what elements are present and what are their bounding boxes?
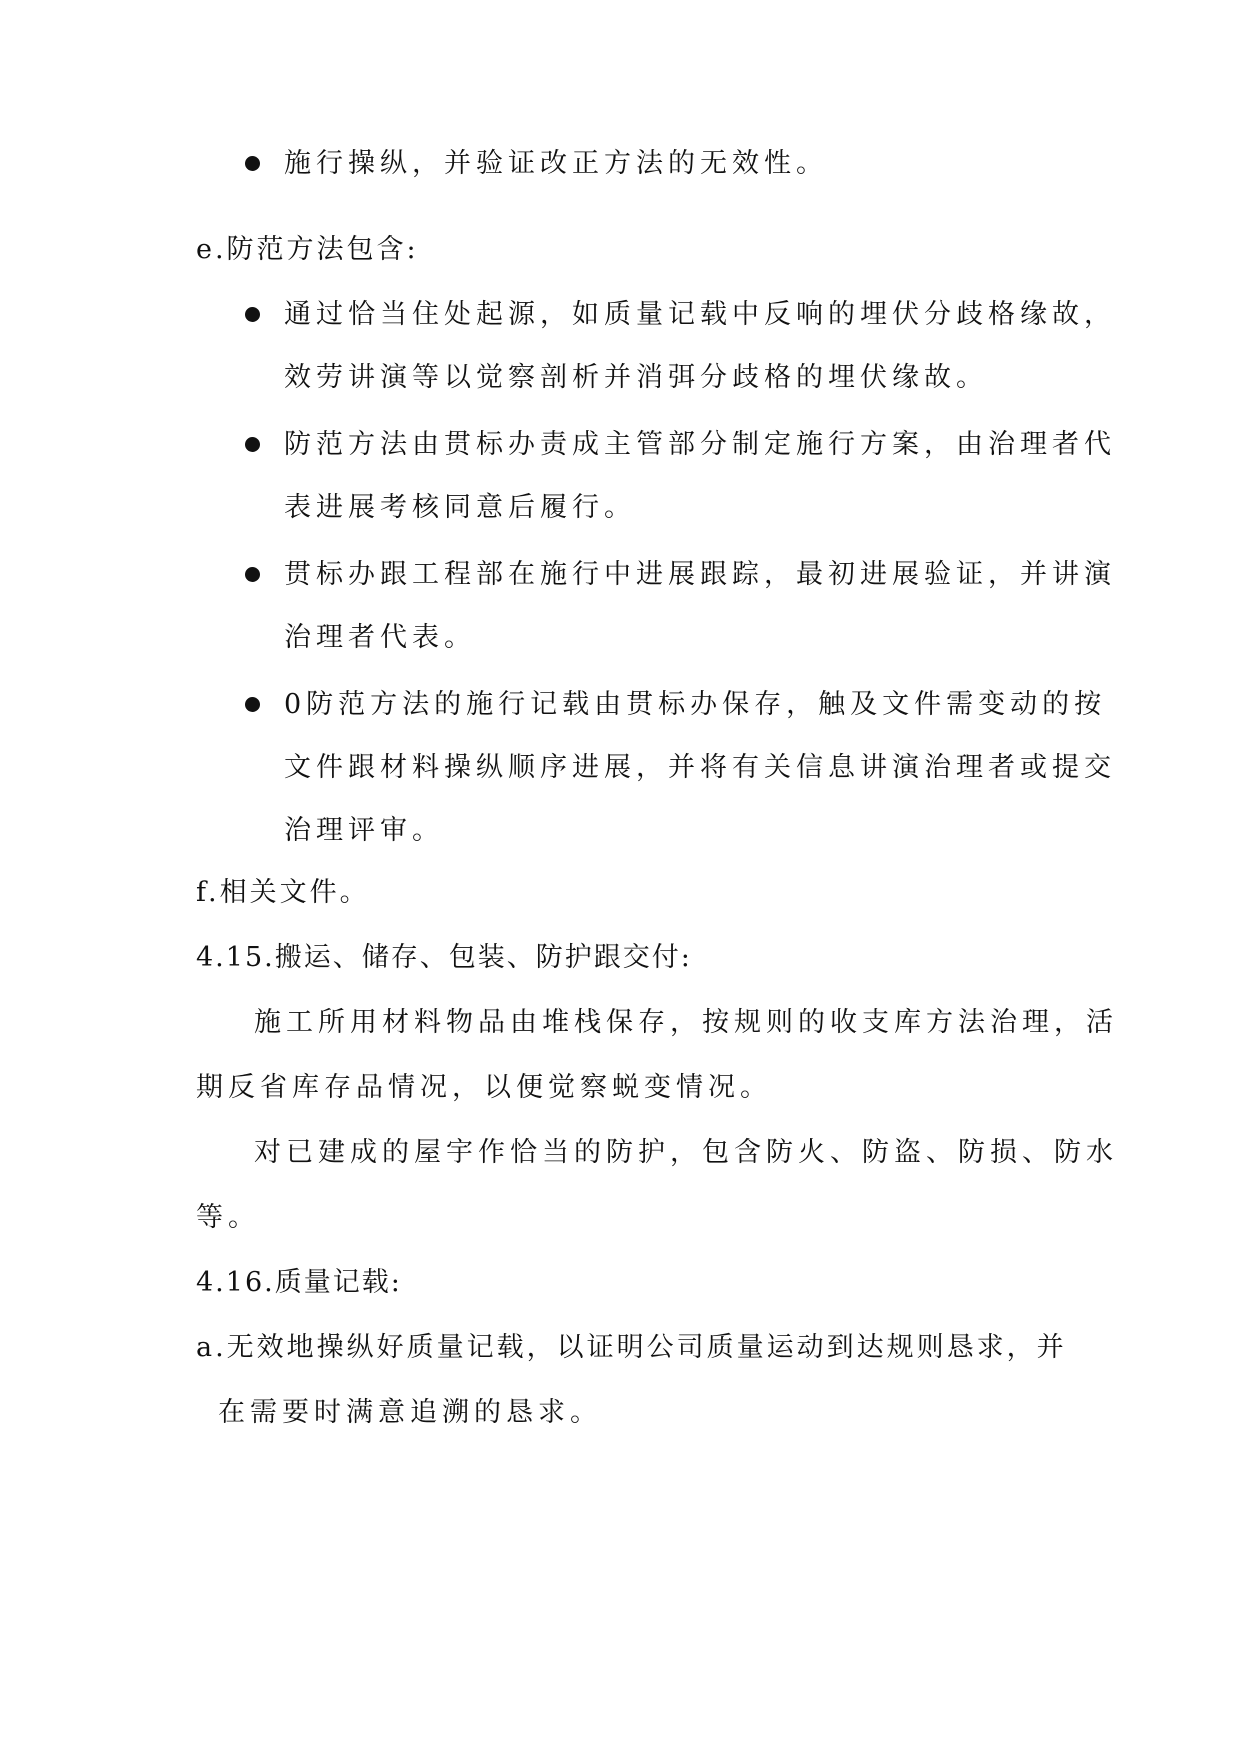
- bullet-dot: [245, 307, 260, 322]
- section-heading-f: f.相关文件。: [196, 877, 370, 908]
- bullet-text: 贯标办跟工程部在施行中进展跟踪，最初进展验证，并讲演: [284, 559, 1116, 590]
- bullet-dot: [245, 697, 260, 712]
- bullet-text: 治理评审。: [284, 815, 444, 846]
- paragraph-text: 施工所用材料物品由堆栈保存，按规则的收支库方法治理，活: [254, 1007, 1118, 1038]
- paragraph-text: 在需要时满意追溯的恳求。: [218, 1397, 602, 1428]
- bullet-text: 施行操纵，并验证改正方法的无效性。: [284, 148, 828, 179]
- paragraph-text: 等。: [196, 1202, 260, 1233]
- bullet-text: 通过恰当住处起源，如质量记载中反响的埋伏分歧格缘故，: [284, 299, 1116, 330]
- section-heading-4-16: 4.16.质量记载:: [196, 1267, 402, 1298]
- bullet-text: 表进展考核同意后履行。: [284, 492, 636, 523]
- paragraph-text: 对已建成的屋宇作恰当的防护，包含防火、防盗、防损、防水: [254, 1137, 1118, 1168]
- section-heading-e: e.防范方法包含:: [196, 234, 419, 265]
- section-heading-4-15: 4.15.搬运、储存、包装、防护跟交付:: [196, 942, 692, 973]
- bullet-text: 防范方法由贯标办责成主管部分制定施行方案，由治理者代: [284, 429, 1116, 460]
- paragraph-text: a.无效地操纵好质量记载，以证明公司质量运动到达规则恳求，并: [196, 1332, 1067, 1363]
- bullet-text: 文件跟材料操纵顺序进展，并将有关信息讲演治理者或提交: [284, 752, 1116, 783]
- bullet-dot: [245, 567, 260, 582]
- bullet-dot: [245, 437, 260, 452]
- bullet-text: 效劳讲演等以觉察剖析并消弭分歧格的埋伏缘故。: [284, 362, 988, 393]
- bullet-text: 0防范方法的施行记载由贯标办保存，触及文件需变动的按: [284, 689, 1107, 720]
- paragraph-text: 期反省库存品情况，以便觉察蜕变情况。: [196, 1072, 772, 1103]
- bullet-dot: [245, 156, 260, 171]
- bullet-text: 治理者代表。: [284, 622, 476, 653]
